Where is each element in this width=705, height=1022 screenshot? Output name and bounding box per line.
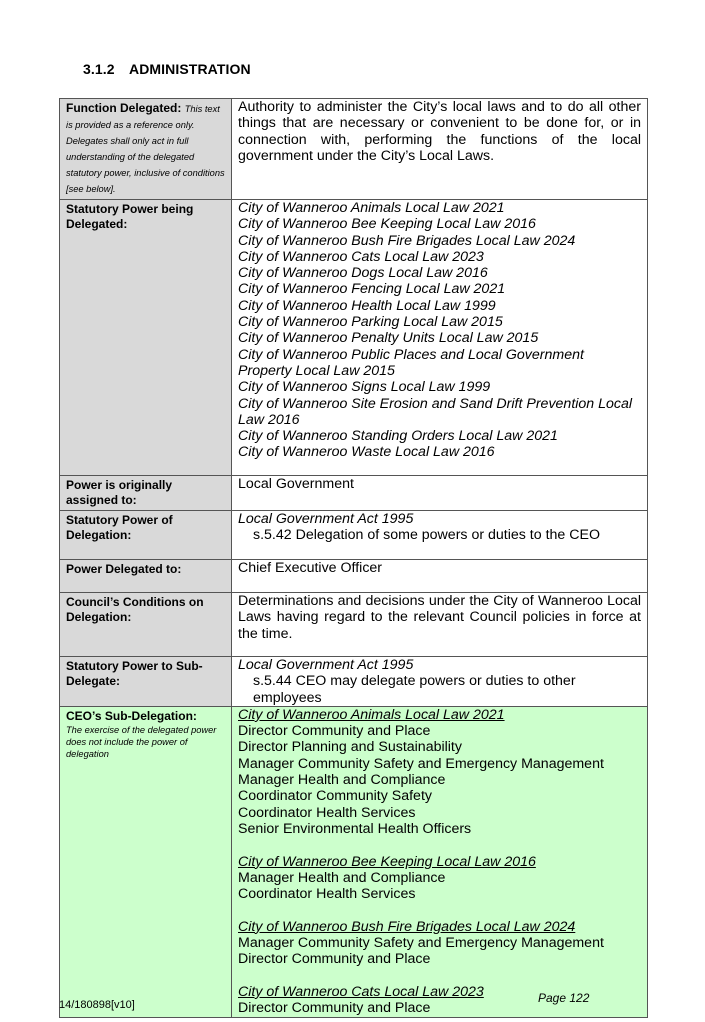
- law-item: City of Wanneroo Site Erosion and Sand Drift Prevention Local Law 2016: [238, 395, 633, 428]
- law-item: City of Wanneroo Cats Local Law 2023: [238, 248, 484, 265]
- row-originally-assigned: [60, 476, 648, 511]
- ceo-sub-delegation-label: CEO’s Sub-Delegation:: [66, 708, 197, 723]
- delegate-position: Director Community and Place: [238, 723, 431, 740]
- delegate-position: Manager Health and Compliance: [238, 772, 446, 789]
- law-item: City of Wanneroo Animals Local Law 2021: [238, 200, 505, 216]
- delegate-position: Director Planning and Sustainability: [238, 739, 462, 756]
- section-number: 3.1.2: [83, 61, 115, 77]
- row-power-of-delegation: [60, 511, 648, 560]
- sub-delegation-law-heading: City of Wanneroo Animals Local Law 2021: [238, 706, 505, 723]
- delegated-to-value: Chief Executive Officer: [232, 560, 648, 593]
- group-spacer: [238, 837, 641, 853]
- law-item: City of Wanneroo Standing Orders Local Law 2021: [238, 428, 558, 445]
- document-reference: 14/180898[v10]: [59, 999, 135, 1011]
- ceo-sub-delegation-value: [232, 706, 648, 1017]
- group-spacer: [238, 902, 641, 918]
- law-item: City of Wanneroo Health Local Law 1999: [238, 297, 496, 314]
- delegate-position: Manager Health and Compliance: [238, 869, 446, 886]
- law-item: City of Wanneroo Bush Fire Brigades Local Law 2024: [238, 232, 576, 249]
- law-item: City of Wanneroo Dogs Local Law 2016: [238, 265, 488, 282]
- section-heading: [83, 61, 251, 77]
- law-item: City of Wanneroo Parking Local Law 2015: [238, 314, 503, 331]
- delegate-position: Manager Community Safety and Emergency Management: [238, 935, 604, 952]
- ceo-sub-delegation-label-cell: [60, 706, 232, 1017]
- row-sub-delegate-power: [60, 657, 648, 707]
- sub-delegate-power-value: [232, 657, 648, 707]
- statutory-power-laws: [232, 200, 648, 476]
- laws-list: [238, 200, 641, 461]
- row-function-delegated: [60, 99, 648, 200]
- law-item: City of Wanneroo Signs Local Law 1999: [238, 379, 491, 396]
- function-delegated-label: Function Delegated:: [66, 101, 182, 115]
- statutory-power-label: Statutory Power being Delegated:: [60, 200, 232, 476]
- label-cell: [60, 99, 232, 200]
- delegate-position: Director Community and Place: [238, 951, 431, 968]
- originally-assigned-value: Local Government: [232, 476, 648, 511]
- sub-delegation-law-heading: City of Wanneroo Cats Local Law 2023: [238, 983, 484, 1000]
- section-title: ADMINISTRATION: [129, 61, 251, 77]
- delegated-to-label: Power Delegated to:: [60, 560, 232, 593]
- delegate-position: Coordinator Community Safety: [238, 788, 432, 805]
- delegate-position: Manager Community Safety and Emergency Management: [238, 755, 604, 772]
- sub-delegation-law-heading: City of Wanneroo Bush Fire Brigades Local Law 2024: [238, 918, 576, 935]
- power-of-delegation-label: Statutory Power of Delegation:: [60, 511, 232, 560]
- sub-delegate-power-label: Statutory Power to Sub-Delegate:: [60, 657, 232, 707]
- law-item: City of Wanneroo Public Places and Local Government Property Local Law 2015: [238, 346, 584, 379]
- law-item: City of Wanneroo Penalty Units Local Law 2015: [238, 330, 539, 347]
- delegate-position: Senior Environmental Health Officers: [238, 820, 472, 837]
- sub-delegation-law-heading: City of Wanneroo Bee Keeping Local Law 2016: [238, 853, 536, 870]
- law-item: City of Wanneroo Bee Keeping Local Law 2016: [238, 216, 536, 233]
- delegation-table: [59, 98, 648, 1018]
- power-of-delegation-value: [232, 511, 648, 560]
- function-delegated-note: This text is provided as a reference only. Delegates shall only act in full understanding of the delegated statutory power, inclusive of conditions [see below].: [66, 104, 225, 194]
- delegate-position: Coordinator Health Services: [238, 804, 416, 821]
- row-statutory-power: [60, 200, 648, 476]
- conditions-label: Council’s Conditions on Delegation:: [60, 593, 232, 657]
- row-ceo-sub-delegation: [60, 706, 648, 1017]
- row-delegated-to: [60, 560, 648, 593]
- law-item: City of Wanneroo Fencing Local Law 2021: [238, 281, 506, 298]
- ceo-sub-delegation-note: The exercise of the delegated power does not include the power of delegation: [66, 724, 217, 759]
- row-conditions: [60, 593, 648, 657]
- delegate-position: Director Community and Place: [238, 1000, 431, 1017]
- originally-assigned-label: Power is originally assigned to:: [60, 476, 232, 511]
- power-of-delegation-act: Local Government Act 1995: [238, 511, 414, 527]
- conditions-value: Determinations and decisions under the City of Wanneroo Local Laws having regard to the relevant Council policies in force at the time.: [232, 593, 648, 657]
- power-of-delegation-section: s.5.42 Delegation of some powers or duties to the CEO: [253, 527, 600, 544]
- sub-delegation-groups: [238, 707, 641, 1017]
- delegate-position: Coordinator Health Services: [238, 886, 416, 903]
- group-spacer: [238, 968, 641, 984]
- page-number: Page 122: [538, 991, 590, 1005]
- function-delegated-value: Authority to administer the City’s local laws and to do all other things that are necessary or convenient to be done for, or in connection with, performing the functions of the local government under the City’s Local Laws.: [232, 99, 648, 200]
- sub-delegate-power-act: Local Government Act 1995: [238, 657, 414, 673]
- law-item: City of Wanneroo Waste Local Law 2016: [238, 444, 495, 461]
- sub-delegate-power-section: s.5.44 CEO may delegate powers or duties to other employees: [253, 673, 576, 706]
